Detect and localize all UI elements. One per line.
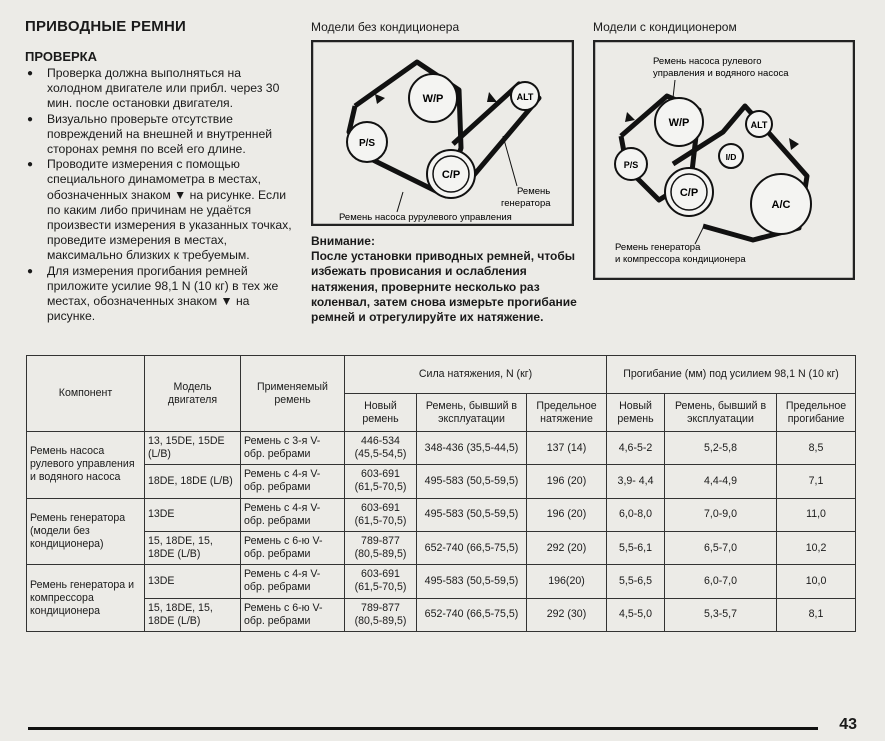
deflection-new-cell: 5,5-6,5 (607, 565, 665, 598)
bullet-item: ● Визуально проверьте отсутствие повреждений на внешней и внутренней сторонах ремня по всей его длине. (25, 112, 297, 158)
bullet-item: ● Проверка должна выполняться на холодном двигателе или прибл. через 30 мин. после остановки двигателя. (25, 66, 297, 112)
header-engine: Модель двигателя (145, 356, 241, 432)
component-cell: Ремень генератора и компрессора кондиционера (27, 565, 145, 632)
pulley-alt-label: ALT (516, 92, 534, 102)
pulley-ac-label: A/C (771, 199, 791, 211)
header-new-deflection: Новый ремень (607, 394, 665, 432)
tension-used-cell: 495-583 (50,5-59,5) (417, 465, 527, 498)
tension-new-cell: 603-691 (61,5-70,5) (345, 565, 417, 598)
belt-cell: Ремень с 6-ю V-обр. ребрами (241, 598, 345, 631)
deflection-used-cell: 6,5-7,0 (665, 531, 777, 564)
page-number: 43 (839, 716, 857, 733)
deflection-new-cell: 3,9- 4,4 (607, 465, 665, 498)
header-limit-tension: Предельное натяжение (527, 394, 607, 432)
deflection-used-cell: 5,3-5,7 (665, 598, 777, 631)
engine-cell: 18DE, 18DE (L/B) (145, 465, 241, 498)
measure-marker (789, 138, 799, 150)
diagram-no-ac (311, 20, 574, 226)
deflection-used-cell: 5,2-5,8 (665, 432, 777, 465)
component-cell: Ремень генератора (модели без кондиционера) (27, 498, 145, 565)
label-generator-1: Ремень (517, 186, 551, 197)
bullet-list (25, 66, 297, 324)
tension-new-cell: 789-877 (80,5-89,5) (345, 598, 417, 631)
engine-cell: 13DE (145, 498, 241, 531)
tension-used-cell: 652-740 (66,5-75,5) (417, 598, 527, 631)
engine-cell: 13, 15DE, 15DE (L/B) (145, 432, 241, 465)
header-limit-deflection: Предельное прогибание (777, 394, 856, 432)
belt-cell: Ремень с 4-я V-обр. ребрами (241, 498, 345, 531)
label-top-2: управления и водяного насоса (653, 68, 789, 79)
tension-used-cell: 652-740 (66,5-75,5) (417, 531, 527, 564)
belt-cell: Ремень с 3-я V-обр. ребрами (241, 432, 345, 465)
tension-new-cell: 603-691 (61,5-70,5) (345, 465, 417, 498)
tension-used-cell: 495-583 (50,5-59,5) (417, 498, 527, 531)
warning-title: Внимание: (311, 234, 375, 248)
pulley-alt-label: ALT (750, 120, 768, 130)
belt-diagram-with-ac (593, 40, 855, 280)
deflection-new-cell: 6,0-8,0 (607, 498, 665, 531)
label-generator-2: генератора (501, 198, 551, 209)
deflection-new-cell: 4,5-5,0 (607, 598, 665, 631)
deflection-limit-cell: 8,5 (777, 432, 856, 465)
pulley-ps-label: P/S (623, 160, 639, 170)
header-deflection: Прогибание (мм) под усилием 98,1 N (10 кг) (607, 356, 856, 394)
tension-limit-cell: 292 (20) (527, 531, 607, 564)
engine-cell: 13DE (145, 565, 241, 598)
header-component: Компонент (27, 356, 145, 432)
engine-cell: 15, 18DE, 15, 18DE (L/B) (145, 531, 241, 564)
warning-text: После установки приводных ремней, чтобы избежать провисания и ослабления натяжения, проверните несколько раз коленвал, затем снова измерьте прогибание ремней и отрегулируйте их натяжение. (311, 249, 577, 325)
deflection-limit-cell: 7,1 (777, 465, 856, 498)
bullet-item: ● Проводите измерения с помощью специального динамометра в местах, обозначенных знаком ▼ на рисунке. Если по каким либо причинам не удаётся произвести измерения в указанных точках, проведите измерения в местах, максимально близких к требуемым. (25, 157, 297, 263)
diagram-title: Модели с кондиционером (593, 20, 737, 34)
label-bottom-2: и компрессора кондиционера (615, 254, 746, 265)
pulley-cp-label: C/P (679, 187, 699, 199)
tension-limit-cell: 137 (14) (527, 432, 607, 465)
label-top-1: Ремень насоса рулевого (653, 56, 762, 67)
table-row (27, 598, 856, 631)
tension-new-cell: 789-877 (80,5-89,5) (345, 531, 417, 564)
component-cell: Ремень насоса рулевого управления и водяного насоса (27, 432, 145, 499)
deflection-limit-cell: 10,2 (777, 531, 856, 564)
tension-limit-cell: 196(20) (527, 565, 607, 598)
pulley-ps-label: P/S (358, 138, 376, 149)
pulley-wp-label: W/P (668, 117, 690, 129)
label-ps-belt: Ремень насоса рурулевого управления (339, 212, 512, 223)
header-used: Ремень, бывший в эксплуатации (417, 394, 527, 432)
section-title: ПРИВОДНЫЕ РЕМНИ (25, 18, 186, 35)
table-row (27, 531, 856, 564)
bullet-item: ● Для измерения прогибания ремней приложите усилие 98,1 N (10 кг) в тех же местах, обозначенных знаком ▼ на рисунке. (25, 264, 297, 325)
deflection-used-cell: 4,4-4,9 (665, 465, 777, 498)
table-row (27, 498, 856, 531)
deflection-used-cell: 7,0-9,0 (665, 498, 777, 531)
diagram-with-ac (593, 20, 855, 280)
tension-new-cell: 446-534 (45,5-54,5) (345, 432, 417, 465)
header-tension: Сила натяжения, N (кг) (345, 356, 607, 394)
text-column (25, 14, 297, 324)
label-bottom-1: Ремень генератора (615, 242, 701, 253)
diagram-title: Модели без кондиционера (311, 20, 460, 34)
tension-used-cell: 348-436 (35,5-44,5) (417, 432, 527, 465)
engine-cell: 15, 18DE, 15, 18DE (L/B) (145, 598, 241, 631)
belt-spec-table (26, 355, 856, 632)
header-used-deflection: Ремень, бывший в эксплуатации (665, 394, 777, 432)
deflection-limit-cell: 8,1 (777, 598, 856, 631)
table-row (27, 565, 856, 598)
tension-limit-cell: 196 (20) (527, 465, 607, 498)
tension-limit-cell: 196 (20) (527, 498, 607, 531)
belt-cell: Ремень с 4-я V-обр. ребрами (241, 565, 345, 598)
deflection-used-cell: 6,0-7,0 (665, 565, 777, 598)
bottom-rule (28, 727, 818, 730)
header-belt: Применяемый ремень (241, 356, 345, 432)
tension-new-cell: 603-691 (61,5-70,5) (345, 498, 417, 531)
measure-marker (625, 112, 635, 122)
pulley-cp-label: C/P (441, 169, 461, 181)
table-row (27, 465, 856, 498)
pulley-wp-label: W/P (422, 93, 444, 105)
deflection-new-cell: 5,5-6,1 (607, 531, 665, 564)
section-subtitle: ПРОВЕРКА (25, 49, 98, 64)
tension-limit-cell: 292 (30) (527, 598, 607, 631)
pulley-id-label: I/D (725, 152, 737, 162)
deflection-new-cell: 4,6-5-2 (607, 432, 665, 465)
measure-marker (487, 92, 497, 102)
measure-marker (375, 94, 385, 104)
deflection-limit-cell: 11,0 (777, 498, 856, 531)
belt-cell: Ремень с 6-ю V-обр. ребрами (241, 531, 345, 564)
header-new: Новый ремень (345, 394, 417, 432)
table-row (27, 432, 856, 465)
warning-note (311, 234, 579, 325)
deflection-limit-cell: 10,0 (777, 565, 856, 598)
belt-diagram-no-ac (311, 40, 574, 226)
belt-cell: Ремень с 4-я V-обр. ребрами (241, 465, 345, 498)
tension-used-cell: 495-583 (50,5-59,5) (417, 565, 527, 598)
